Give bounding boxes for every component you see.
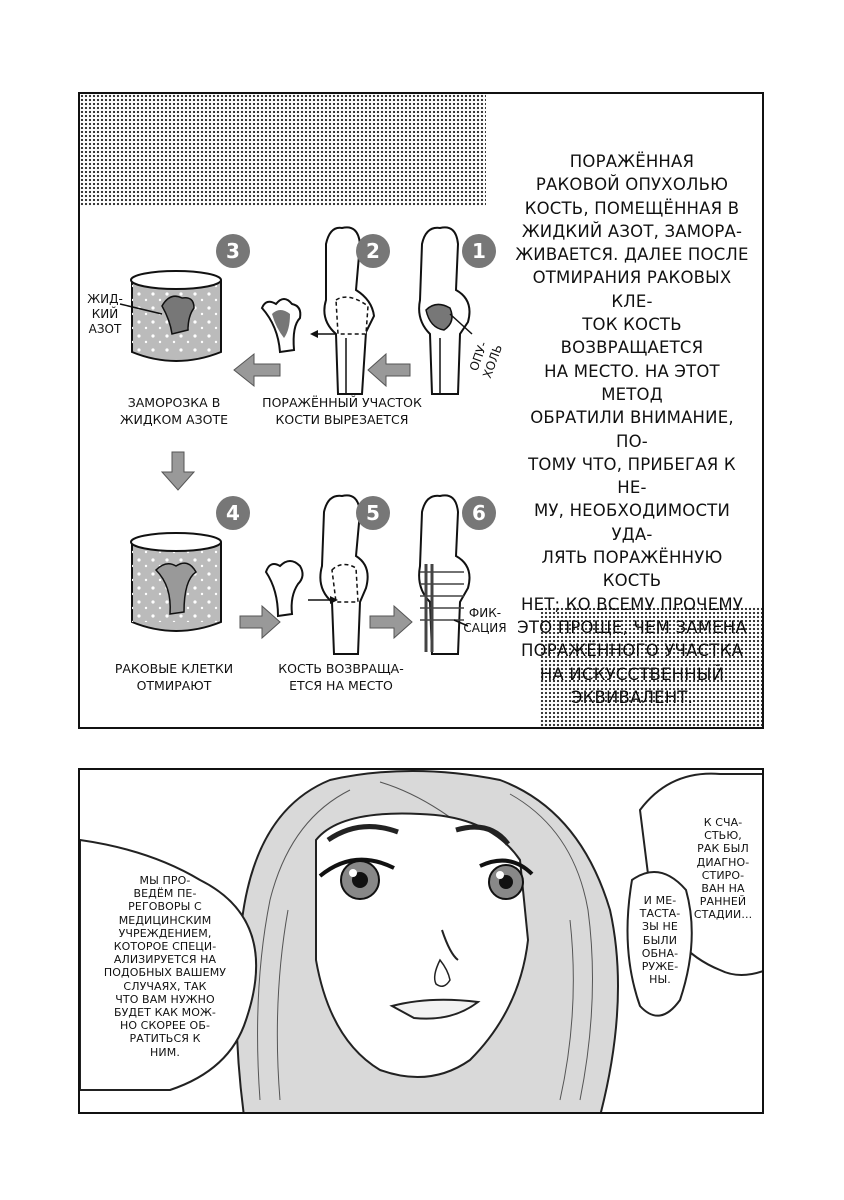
step4-caption: РАКОВЫЕ КЛЕТКИ ОТМИРАЮТ	[114, 661, 234, 693]
step-number-1: 1	[462, 234, 496, 268]
step5-caption: КОСТЬ ВОЗВРАЩА- ЕТСЯ НА МЕСТО	[278, 661, 404, 693]
liquid-nitrogen-label: ЖИД- КИЙ АЗОТ	[87, 292, 123, 336]
explanation-text: ПОРАЖЁННАЯ РАКОВОЙ ОПУХОЛЬЮ КОСТЬ, ПОМЕЩЁННАЯ В ЖИДКИЙ АЗОТ, ЗАМОРА- ЖИВАЕТСЯ. ДАЛЕЕ ПОСЛЕ ОТМИРАНИЯ РАКОВЫХ КЛЕ- ТОК КОСТЬ ВОЗВРАЩАЕТСЯ НА МЕСТО. НА ЭТОТ МЕТОД ОБРАТИЛИ ВНИМАНИЕ, ПО- ТОМУ ЧТО, ПРИБЕГАЯ К НЕ- МУ, НЕОБХОДИМОСТИ УДА- ЛЯТЬ ПОРАЖЁННУЮ КОСТЬ НЕТ; КО ВСЕМУ ПРОЧЕМУ ЭТО ПРОЩЕ, ЧЕМ ЗАМЕНА ПОРАЖЁННОГО УЧАСТКА НА ИСКУССТВЕННЫЙ ЭКВИВАЛЕНТ.	[515, 152, 749, 707]
tumor-label: ОПУ- ХОЛЬ	[466, 339, 506, 381]
step2-caption: ПОРАЖЁННЫЙ УЧАСТОК КОСТИ ВЫРЕЗАЕТСЯ	[262, 395, 422, 427]
step-number-2: 2	[356, 234, 390, 268]
step-number-3: 3	[216, 234, 250, 268]
frozen-bone-piece-step4	[266, 561, 303, 616]
canister-step3	[120, 271, 221, 361]
step-number-4: 4	[216, 496, 250, 530]
diagram-panel	[78, 92, 764, 729]
speech-bubble-right-middle: И МЕ- ТАСТА- ЗЫ НЕ БЫЛИ ОБНА- РУЖЕ- НЫ.	[639, 894, 681, 987]
step-number-6: 6	[462, 496, 496, 530]
step-number-5: 5	[356, 496, 390, 530]
step3-caption: ЗАМОРОЗКА В ЖИДКОМ АЗОТЕ	[120, 395, 228, 427]
character-panel	[78, 768, 764, 1114]
fixation-label: ФИК- САЦИЯ	[463, 606, 507, 635]
speech-bubble-left: МЫ ПРО- ВЕДЁМ ПЕ- РЕГОВОРЫ С МЕДИЦИНСКИМ УЧРЕЖДЕНИЕМ, КОТОРОЕ СПЕЦИ- АЛИЗИРУЕТСЯ НА ПОДОБНЫХ ВАШЕМУ СЛУЧАЯХ, ТАК ЧТО ВАМ НУЖНО БУДЕТ КАК МОЖ- НО СКОРЕЕ ОБ- РАТИТЬСЯ К НИМ.	[103, 874, 227, 1059]
canister-step4	[131, 533, 221, 631]
speech-bubble-right-top: К СЧА- СТЬЮ, РАК БЫЛ ДИАГНО- СТИРО- ВАН НА РАННЕЙ СТАДИИ...	[693, 816, 753, 922]
cut-bone-piece-step2	[262, 299, 300, 352]
